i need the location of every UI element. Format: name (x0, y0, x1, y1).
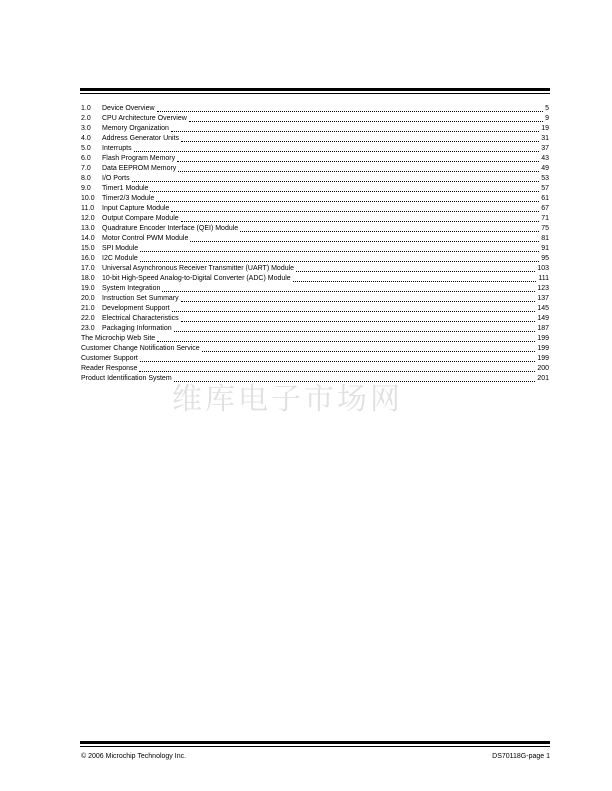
toc-entry[interactable] (81, 234, 549, 244)
toc-entry-number: 22.0 (81, 315, 95, 322)
toc-entry-page: 37 (541, 145, 549, 152)
toc-entry-title: Timer1 Module (102, 185, 149, 192)
toc-dot-leader (202, 350, 536, 352)
watermark-text: 维库电子市场网 (172, 382, 403, 417)
toc-entry-title: SPI Module (102, 245, 139, 252)
toc-entry[interactable] (81, 144, 549, 154)
toc-entry-page: 53 (541, 175, 549, 182)
toc-entry-title: Universal Asynchronous Receiver Transmitter (UART) Module (102, 265, 295, 272)
toc-dot-leader (181, 320, 536, 322)
toc-entry-page: 75 (541, 225, 549, 232)
toc-dot-leader (181, 220, 540, 222)
toc-entry-page: 199 (537, 355, 549, 362)
toc-dot-leader (296, 270, 535, 272)
toc-entry-page: 9 (545, 115, 549, 122)
toc-entry[interactable] (81, 164, 549, 174)
toc-entry-title: Instruction Set Summary (102, 295, 179, 302)
toc-entry-number: 19.0 (81, 285, 95, 292)
toc-entry[interactable] (81, 324, 549, 334)
toc-entry-page: 19 (541, 125, 549, 132)
toc-entry[interactable] (81, 314, 549, 324)
toc-entry-number: 23.0 (81, 325, 95, 332)
toc-entry-number: 21.0 (81, 305, 95, 312)
toc-entry-title: Memory Organization (102, 125, 169, 132)
toc-entry-page: 31 (541, 135, 549, 142)
toc-entry-title: Interrupts (102, 145, 132, 152)
toc-entry-title: Flash Program Memory (102, 155, 176, 162)
footer-rule-thick (80, 741, 550, 744)
toc-entry-title: The Microchip Web Site (81, 335, 156, 342)
toc-entry-title: Reader Response (81, 365, 138, 372)
toc-entry[interactable] (81, 114, 549, 124)
toc-dot-leader (240, 230, 539, 232)
toc-dot-leader (181, 300, 536, 302)
toc-entry-number: 18.0 (81, 275, 95, 282)
toc-entry-page: 145 (537, 305, 549, 312)
footer-rule-thin (80, 746, 550, 747)
toc-entry-number: 14.0 (81, 235, 95, 242)
toc-entry[interactable] (81, 284, 549, 294)
toc-dot-leader (171, 210, 539, 212)
toc-entry[interactable] (81, 364, 549, 374)
toc-entry-title: Input Capture Module (102, 205, 170, 212)
toc-entry[interactable] (81, 294, 549, 304)
toc-entry-page: 103 (537, 265, 549, 272)
toc-entry-title: System Integration (102, 285, 161, 292)
toc-entry-page: 61 (541, 195, 549, 202)
toc-entry-number: 8.0 (81, 175, 91, 182)
toc-entry-page: 187 (537, 325, 549, 332)
toc-entry-title: Product Identification System (81, 375, 172, 382)
toc-entry-number: 11.0 (81, 205, 95, 212)
toc-dot-leader (190, 240, 539, 242)
toc-entry-title: Customer Change Notification Service (81, 345, 200, 352)
toc-entry[interactable] (81, 204, 549, 214)
toc-dot-leader (140, 260, 539, 262)
toc-entry-title: Data EEPROM Memory (102, 165, 177, 172)
toc-entry-number: 2.0 (81, 115, 91, 122)
footer-page-number: DS70118G-page 1 (492, 753, 550, 760)
toc-entry[interactable] (81, 104, 549, 114)
toc-entry-title: Customer Support (81, 355, 138, 362)
toc-entry-number: 9.0 (81, 185, 91, 192)
footer-copyright: © 2006 Microchip Technology Inc. (81, 753, 187, 760)
toc-entry-title: Timer2/3 Module (102, 195, 155, 202)
toc-entry-number: 5.0 (81, 145, 91, 152)
toc-entry[interactable] (81, 224, 549, 234)
toc-dot-leader (162, 290, 535, 292)
toc-entry[interactable] (81, 124, 549, 134)
toc-entry-number: 13.0 (81, 225, 95, 232)
toc-dot-leader (189, 120, 543, 122)
toc-entry[interactable] (81, 174, 549, 184)
toc-entry[interactable] (81, 214, 549, 224)
toc-entry-title: CPU Architecture Overview (102, 115, 187, 122)
toc-dot-leader (140, 360, 536, 362)
toc-entry-number: 6.0 (81, 155, 91, 162)
toc-entry-page: 57 (541, 185, 549, 192)
toc-entry-number: 7.0 (81, 165, 91, 172)
toc-entry-title: Electrical Characteristics (102, 315, 179, 322)
toc-entry-page: 67 (541, 205, 549, 212)
header-rule-thin (80, 93, 550, 94)
toc-entry-page: 5 (545, 105, 549, 112)
toc-entry[interactable] (81, 334, 549, 344)
toc-entry[interactable] (81, 344, 549, 354)
toc-entry-page: 91 (541, 245, 549, 252)
toc-entry-number: 12.0 (81, 215, 95, 222)
toc-entry[interactable] (81, 154, 549, 164)
toc-dot-leader (157, 110, 544, 112)
toc-entry[interactable] (81, 254, 549, 264)
toc-dot-leader (132, 180, 540, 182)
toc-entry-page: 123 (537, 285, 549, 292)
toc-entry-number: 17.0 (81, 265, 95, 272)
toc-entry-number: 20.0 (81, 295, 95, 302)
toc-entry-number: 16.0 (81, 255, 95, 262)
toc-entry[interactable] (81, 354, 549, 364)
toc-entry-page: 199 (537, 335, 549, 342)
toc-entry-title: Address Generator Units (102, 135, 180, 142)
toc-dot-leader (172, 310, 536, 312)
toc-entry-page: 49 (541, 165, 549, 172)
toc-entry-page: 81 (541, 235, 549, 242)
toc-dot-leader (181, 140, 539, 142)
toc-entry-page: 95 (541, 255, 549, 262)
toc-entry[interactable] (81, 274, 549, 284)
toc-entry-page: 137 (537, 295, 549, 302)
toc-entry[interactable] (81, 304, 549, 314)
toc-entry-title: Development Support (102, 305, 170, 312)
toc-dot-leader (134, 150, 540, 152)
toc-dot-leader (177, 160, 539, 162)
toc-dot-leader (171, 130, 539, 132)
toc-entry-page: 149 (537, 315, 549, 322)
table-of-contents (81, 104, 549, 384)
toc-dot-leader (140, 250, 539, 252)
toc-entry-page: 111 (538, 275, 549, 282)
toc-entry-page: 71 (541, 215, 549, 222)
toc-entry[interactable] (81, 244, 549, 254)
toc-dot-leader (150, 190, 539, 192)
toc-entry[interactable] (81, 184, 549, 194)
toc-entry-title: Quadrature Encoder Interface (QEI) Module (102, 225, 239, 232)
toc-entry-number: 4.0 (81, 135, 91, 142)
toc-entry-number: 1.0 (81, 105, 91, 112)
toc-dot-leader (139, 370, 535, 372)
toc-entry-title: I2C Module (102, 255, 138, 262)
toc-entry-title: I/O Ports (102, 175, 130, 182)
toc-entry[interactable] (81, 194, 549, 204)
toc-entry-page: 43 (541, 155, 549, 162)
toc-dot-leader (293, 280, 537, 282)
header-rule-thick (80, 88, 550, 91)
toc-entry-page: 201 (537, 375, 549, 382)
toc-entry-title: Packaging Information (102, 325, 172, 332)
toc-entry-title: Motor Control PWM Module (102, 235, 189, 242)
toc-entry-number: 3.0 (81, 125, 91, 132)
toc-dot-leader (157, 340, 535, 342)
toc-entry-number: 10.0 (81, 195, 95, 202)
toc-dot-leader (156, 200, 539, 202)
toc-dot-leader (178, 170, 539, 172)
toc-entry-page: 200 (537, 365, 549, 372)
toc-entry-title: 10-bit High-Speed Analog-to-Digital Converter (ADC) Module (102, 275, 291, 282)
toc-dot-leader (174, 330, 536, 332)
toc-entry[interactable] (81, 134, 549, 144)
toc-entry-number: 15.0 (81, 245, 95, 252)
toc-entry-title: Device Overview (102, 105, 155, 112)
toc-entry[interactable] (81, 264, 549, 274)
toc-entry-page: 199 (537, 345, 549, 352)
toc-entry-title: Output Compare Module (102, 215, 179, 222)
